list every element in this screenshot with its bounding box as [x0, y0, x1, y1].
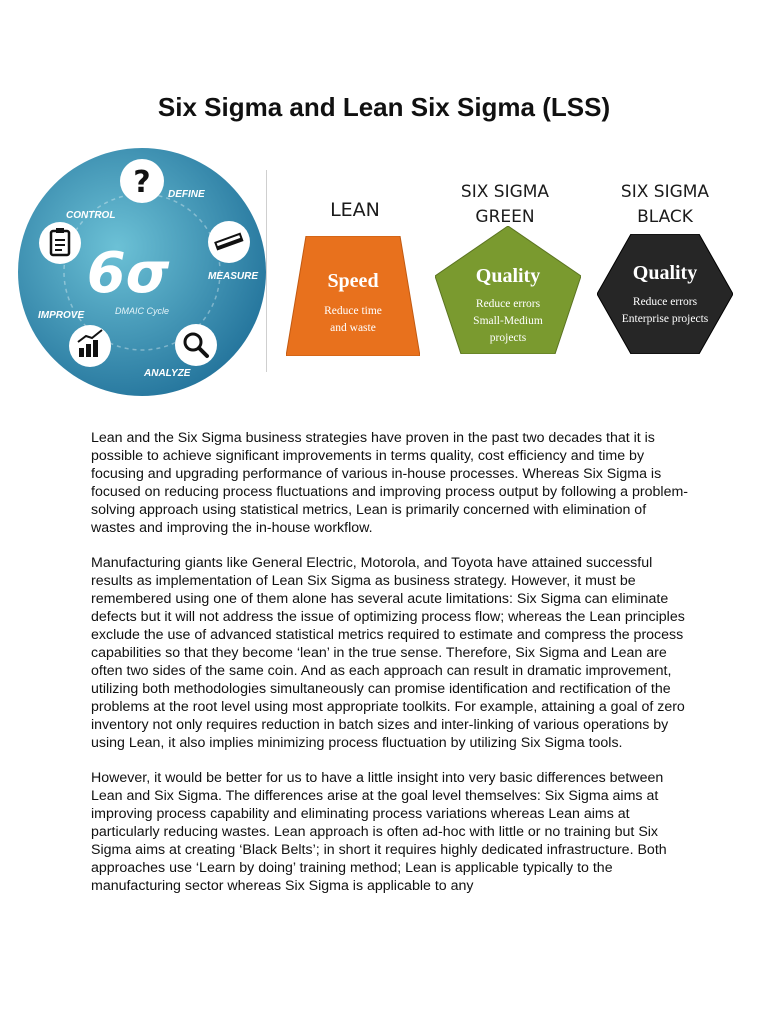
page-title: Six Sigma and Lean Six Sigma (LSS)	[157, 92, 611, 122]
body-text	[91, 430, 691, 914]
magnifier-icon	[175, 324, 217, 366]
clipboard-icon	[39, 222, 81, 264]
lean-header: LEAN	[330, 199, 380, 221]
paragraph: Manufacturing giants like General Electric, Motorola, and Toyota have attained successful results as implementation of Lean Six Sigma as business strategy. However, it must be remembered using one of them alone has several acute limitations: Six Sigma can eliminate defects but it will not address the issue of optimizing process flow; whereas the Lean principles exclude the use of advanced statistical metrics required to estimate and compress the process capabilities so that they become ‘lean’ in the true sense. Therefore, Six Sigma and Lean are often two sides of the same coin. And as each approach can result in dramatic improvement, utilizing both methodologies simultaneously can promise identification and rectification of the problems at the root level using most appropriate toolkits. For example, attaining a goal of zero inventory not only requires reduction in batch sizes and inter-linking of various operations by using Lean, it also implies minimizing process fluctuation by utilizing Six Sigma tools.	[91, 555, 685, 751]
lean-text: Reduce time and waste	[324, 305, 382, 334]
step-analyze: ANALYZE	[144, 368, 191, 379]
dmaic-cycle-graphic	[18, 144, 268, 406]
green-title: Quality	[475, 265, 541, 287]
step-measure: MEASURE	[208, 271, 259, 282]
black-text: Reduce errors Enterprise projects	[621, 296, 709, 325]
green-text: Reduce errors Small-Medium projects	[473, 298, 543, 344]
lean-six-sigma-figure	[0, 140, 768, 410]
green-header: SIX SIGMA GREEN	[460, 182, 550, 227]
dmaic-cycle-label: DMAIC Cycle	[114, 306, 170, 316]
question-icon	[120, 159, 164, 203]
bar-chart-icon	[69, 325, 111, 367]
ruler-icon	[208, 221, 250, 263]
black-header: SIX SIGMA BLACK	[620, 182, 710, 227]
step-control: CONTROL	[66, 210, 116, 221]
paragraph: Lean and the Six Sigma business strategies have proven in the past two decades that it is possible to achieve significant improvements in terms quality, cost efficiency and time by focusing and upgrading performance of various in-house processes. Whereas Six Sigma is focused on reducing process fluctuations and improving process output by following a problem-solving approach using statistical metrics, Lean is primarily concerned with elimination of wastes and improving the in-house workflow.	[91, 430, 688, 536]
svg-text:?: ?	[133, 165, 151, 200]
lean-title: Speed	[327, 270, 379, 292]
step-improve: IMPROVE	[38, 310, 85, 321]
figure-divider	[266, 170, 267, 372]
six-sigma-symbol: 6σ	[86, 241, 170, 306]
paragraph: However, it would be better for us to have a little insight into very basic differences between Lean and Six Sigma. The differences arise at the goal level themselves: Six Sigma aims at improving process capability and eliminating process variations whereas Lean aims at particularly reducing wastes. Lean approach is often ad-hoc with little or no training but Six Sigma aims at creating ‘Black Belts’; in short it requires highly dedicated infrastructure. Both approaches use ‘Learn by doing’ training method; Lean is applicable typically to the manufacturing sector whereas Six Sigma is applicable to any	[91, 770, 667, 894]
black-title: Quality	[632, 262, 698, 284]
step-define: DEFINE	[168, 189, 205, 200]
lean-trapezoid	[286, 236, 420, 356]
